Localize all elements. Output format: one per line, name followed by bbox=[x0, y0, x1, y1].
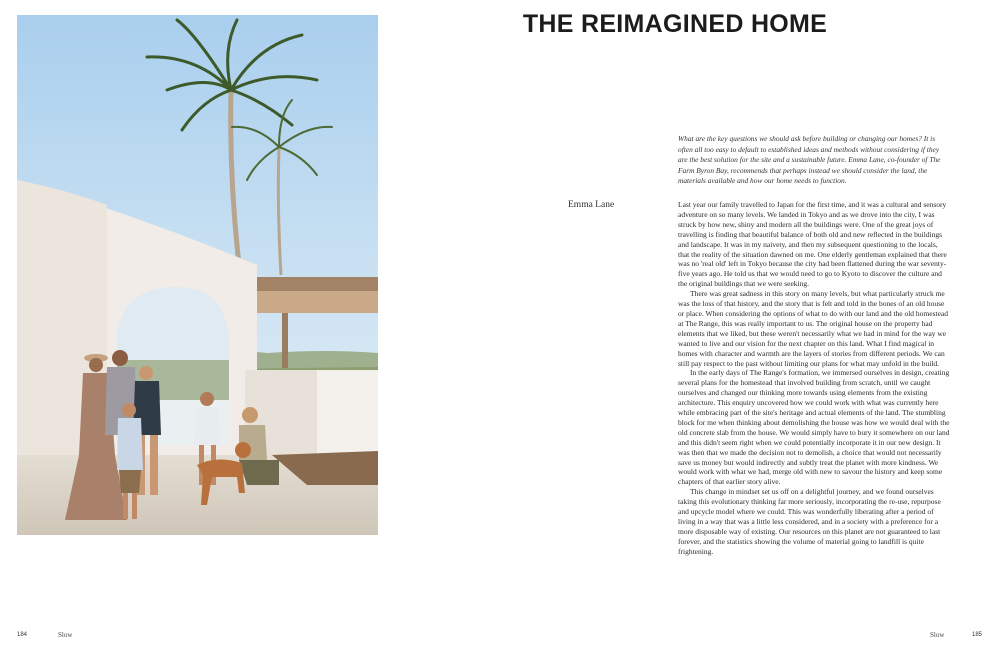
body-paragraph: In the early days of The Range's formation, we immersed ourselves in design, creating several plans for the homestead that involved building from scratch, until we caught ourselves and changed our thinking more towards using elements from the existing architecture. This enquiry uncovered how we could work with what was currently here while embracing part of the site's heritage and actual elements of the land. The stumbling block for me when thinking about demolishing the house was how we would deal with the old concrete slab from the house. We would simply have to bury it somewhere on our land and this didn't seem right when we could potentially incorporate it in our new design. It was then that we made the decision not to demolish, a choice that would not necessarily save us money but would indirectly and subtly treat the planet with more kindness. We would work with what we had, merge old with new to savour the history and keep some chapters of that earlier story alive. bbox=[678, 368, 950, 487]
cover-photo bbox=[17, 15, 378, 535]
article-intro: What are the key questions we should ask before building or changing our homes? It is often all too easy to default to established ideas and methods without considering if they are the best solution for the site and a sustainable future. Emma Lane, co-founder of The Farm Byron Bay, recommends that perhaps instead we should consider the land, the materials available and how our home needs to function. bbox=[678, 134, 941, 186]
page-number-left: 184 bbox=[17, 632, 28, 638]
body-paragraph: This change in mindset set us off on a delightful journey, and we found ourselves taking this evolutionary thinking far more seriously, incorporating the re-use, repurpose and upcycle model where we could. This was wonderfully liberating after a period of living in a way that was a little less considered, and in a society with a preference for a more disposable way of existing. Our resources on this planet are not guaranteed to last forever, and the statistics showing the volume of material going to landfill is quite frightening. bbox=[678, 487, 941, 556]
body-paragraph: Last year our family travelled to Japan for the first time, and it was a cultural and sensory adventure on so many levels. We landed in Tokyo and as we drove into the city, I was struck by how new, shiny and modern all the buildings were. One of the great joys of travelling is finding that beautiful balance of both old and new reflected in the buildings and landscape. It was in my naivety, and then my subsequent questioning to the locals, that the reality of the situation dawned on me. One elderly gentleman explained that there was no 'real old' left in Tokyo because the city had been flattened during the war seventy-five years ago. He told us that we would need to go to Kyoto to discover the culture and the original buildings that we were seeking. bbox=[678, 200, 947, 289]
article-body bbox=[678, 200, 950, 557]
photo-illustration bbox=[17, 15, 378, 535]
body-paragraph: There was great sadness in this story on many levels, but what particularly struck me was the loss of that history, and the story that is felt and told in the bones of an old house or place. When considering the options of what to do with our land and the old homestead at The Range, this was really important to us. The original house on the property had elements that we liked, but these weren't necessarily what we had in mind for the way we wanted to live and our vision for the next chapter on this land. What I find magical in homes with character and warmth are the layers of stories from different periods. We can still pay respect to the past without limiting our plans for what may unfold in the build. bbox=[678, 289, 949, 368]
running-footer-left: Slow bbox=[58, 631, 73, 639]
page-number-right: 185 bbox=[972, 632, 983, 638]
running-footer-right: Slow bbox=[930, 631, 945, 639]
author-name: Emma Lane bbox=[568, 200, 615, 210]
article-title: THE REIMAGINED HOME bbox=[522, 10, 828, 38]
